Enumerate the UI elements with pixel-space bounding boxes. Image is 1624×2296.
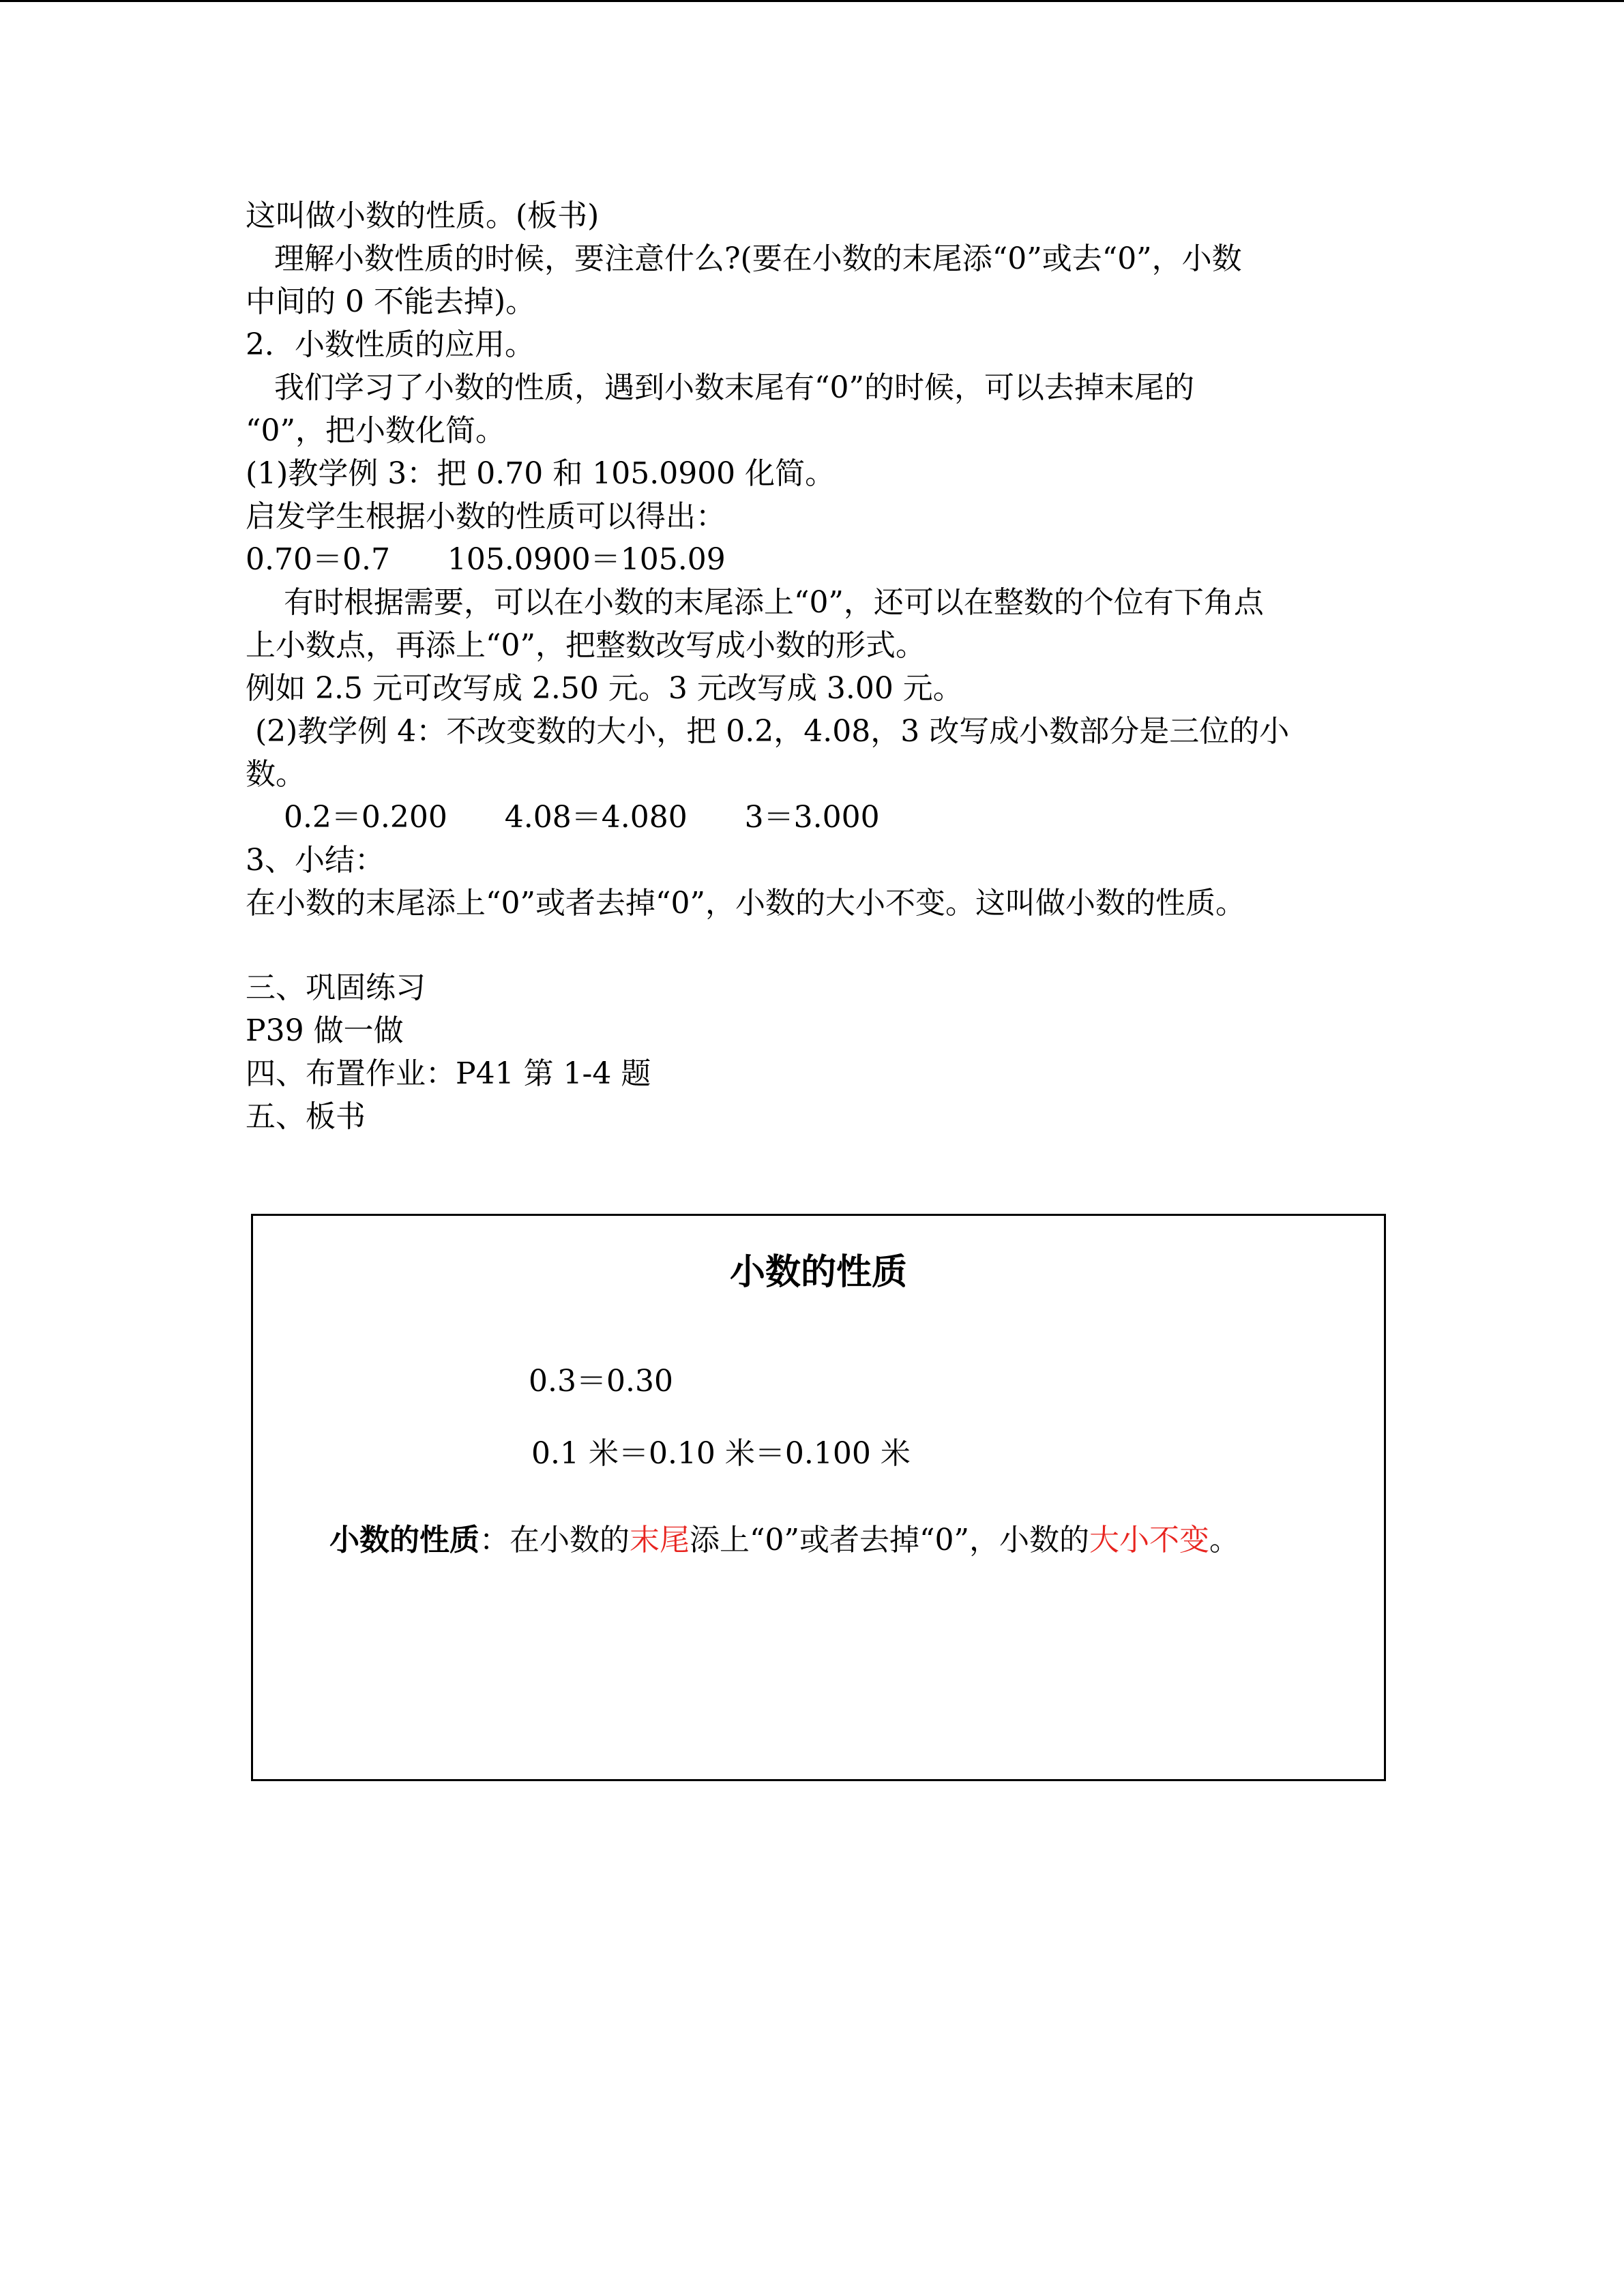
property-highlight-size: 大小不变 [1089, 1523, 1209, 1557]
property-label: 小数的性质 [329, 1523, 479, 1557]
text-line-13: (2)教学例 4：不改变数的大小，把 0.2，4.08，3 改写成小数部分是三位的小 [246, 714, 1290, 749]
text-line-11: 上小数点，再添上“0”，把整数改写成小数的形式。 [246, 628, 926, 663]
page-top-border [0, 0, 1624, 2]
text-line-2: 理解小数性质的时候，要注意什么?(要在小数的末尾添“0”或去“0”，小数 [246, 241, 1242, 276]
text-line-4: 2．小数性质的应用。 [246, 327, 535, 362]
property-highlight-end: 末尾 [630, 1523, 690, 1557]
text-line-3: 中间的 0 不能去掉)。 [246, 284, 536, 319]
board-property-statement [329, 1519, 1298, 1562]
text-line-15: 0.2＝0.200 4.08＝4.080 3＝3.000 [246, 800, 880, 835]
board-example-1: 0.3＝0.30 [529, 1364, 673, 1399]
text-line-19: P39 做一做 [246, 1013, 404, 1048]
text-line-20: 四、布置作业：P41 第 1-4 题 [246, 1056, 651, 1091]
text-line-17: 在小数的末尾添上“0”或者去掉“0”，小数的大小不变。这叫做小数的性质。 [246, 886, 1245, 921]
text-line-21: 五、板书 [246, 1099, 366, 1134]
property-text-3: 。 [1209, 1523, 1239, 1557]
text-line-14: 数。 [246, 757, 306, 792]
blackboard-summary-box [251, 1214, 1386, 1781]
board-title: 小数的性质 [729, 1252, 907, 1293]
board-example-2: 0.1 米＝0.10 米＝0.100 米 [531, 1436, 911, 1471]
property-text-1: ：在小数的 [479, 1523, 630, 1557]
text-line-1: 这叫做小数的性质。(板书) [246, 198, 600, 233]
text-line-12: 例如 2.5 元可改写成 2.50 元。3 元改写成 3.00 元。 [246, 671, 963, 706]
text-line-7: (1)教学例 3：把 0.70 和 105.0900 化简。 [246, 456, 836, 491]
text-line-18: 三、巩固练习 [246, 970, 426, 1005]
text-line-10: 有时根据需要，可以在小数的末尾添上“0”，还可以在整数的个位有下角点 [246, 585, 1264, 620]
text-line-8: 启发学生根据小数的性质可以得出： [246, 499, 726, 534]
property-text-2: 添上“0”或者去掉“0”，小数的 [690, 1523, 1089, 1557]
text-line-5: 我们学习了小数的性质，遇到小数末尾有“0”的时候，可以去掉末尾的 [246, 370, 1194, 405]
text-line-9: 0.70＝0.7 105.0900＝105.09 [246, 542, 726, 577]
text-line-16: 3、小结： [246, 843, 385, 878]
text-line-6: “0”，把小数化简。 [246, 413, 505, 448]
